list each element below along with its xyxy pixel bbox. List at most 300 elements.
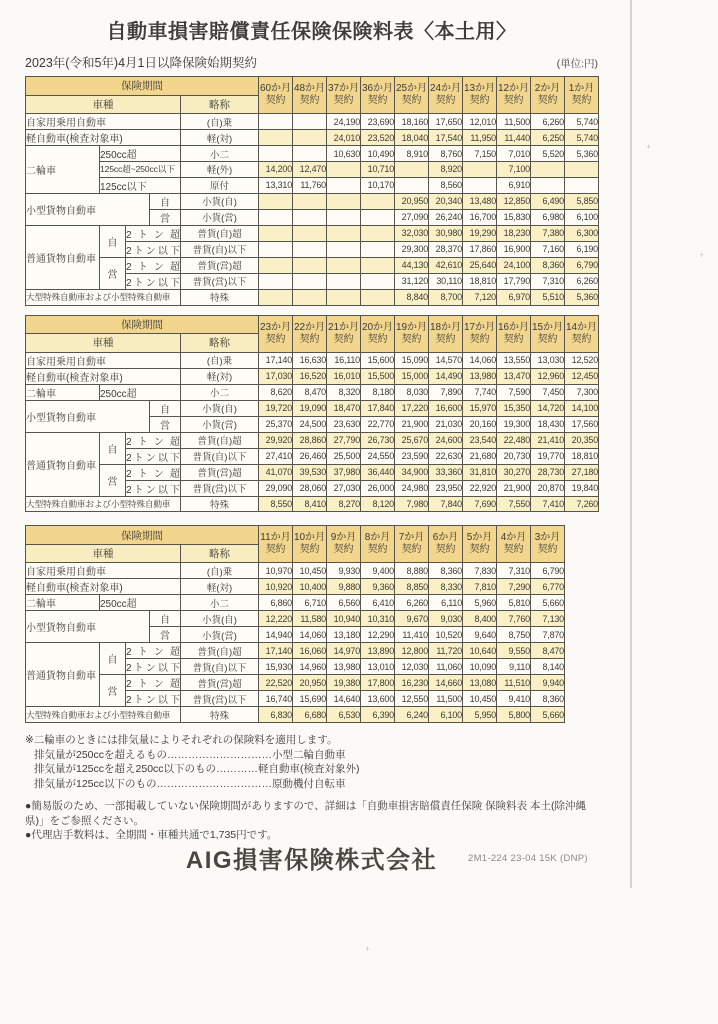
premium-value-cell: 6,970	[497, 289, 531, 305]
vehicle-label-cell: 自家用乗用自動車	[26, 352, 181, 368]
premium-value-cell: 9,930	[327, 563, 361, 579]
month-column-header: 20か月 契約	[361, 315, 395, 352]
premium-value-cell: 9,110	[497, 659, 531, 675]
registration-mark: +	[646, 142, 652, 152]
premium-value-cell: 9,400	[361, 563, 395, 579]
month-column-header: 24か月 契約	[429, 77, 463, 114]
premium-value-cell: 23,630	[327, 416, 361, 432]
premium-value-cell: 11,500	[429, 691, 463, 707]
premium-table-2	[25, 315, 599, 513]
vehicle-label-cell: 2トン以下	[126, 691, 181, 707]
premium-value-cell: 13,080	[463, 675, 497, 691]
premium-value-cell: 17,140	[259, 352, 293, 368]
premium-value-cell: 10,640	[463, 643, 497, 659]
premium-value-cell: 24,500	[293, 416, 327, 432]
vehicle-type-header: 車種	[26, 334, 181, 353]
premium-value-cell: 8,180	[361, 384, 395, 400]
vehicle-label-cell: 2トン以下	[126, 241, 181, 257]
premium-value-cell: 11,580	[293, 611, 327, 627]
premium-value-cell: 21,030	[429, 416, 463, 432]
premium-value-cell: 8,840	[395, 289, 429, 305]
premium-value-cell: 11,510	[497, 675, 531, 691]
premium-value-cell: 13,470	[497, 368, 531, 384]
premium-value-cell: 7,690	[463, 496, 497, 512]
premium-value-cell: 7,830	[463, 563, 497, 579]
premium-value-cell	[361, 273, 395, 289]
premium-value-cell: 5,950	[463, 707, 497, 723]
vehicle-label-cell: 小型貨物自動車	[26, 193, 150, 225]
premium-value-cell: 13,010	[361, 659, 395, 675]
premium-value-cell: 15,350	[497, 400, 531, 416]
month-column-header: 6か月 契約	[429, 526, 463, 563]
premium-value-cell: 8,750	[497, 627, 531, 643]
vehicle-label-cell: 2トン超	[126, 225, 181, 241]
premium-value-cell: 7,100	[497, 162, 531, 178]
premium-value-cell: 7,150	[463, 146, 497, 162]
premium-value-cell: 8,910	[395, 146, 429, 162]
registration-mark: +	[699, 250, 705, 260]
abbreviation-cell: 原付	[181, 177, 259, 193]
premium-value-cell: 11,760	[293, 177, 327, 193]
premium-value-cell: 37,980	[327, 464, 361, 480]
premium-value-cell	[259, 130, 293, 146]
premium-value-cell: 5,660	[531, 595, 565, 611]
premium-value-cell	[259, 209, 293, 225]
premium-value-cell: 15,600	[361, 352, 395, 368]
abbreviation-cell: 軽(対)	[181, 368, 259, 384]
month-column-header: 48か月 契約	[293, 77, 327, 114]
abbreviation-cell: 小貨(営)	[181, 209, 259, 225]
premium-value-cell: 16,700	[463, 209, 497, 225]
premium-value-cell: 24,980	[395, 480, 429, 496]
premium-value-cell	[293, 273, 327, 289]
premium-value-cell: 11,500	[497, 114, 531, 130]
abbreviation-cell: 小二	[181, 595, 259, 611]
premium-value-cell: 6,100	[429, 707, 463, 723]
premium-value-cell: 9,640	[463, 627, 497, 643]
premium-value-cell: 26,460	[293, 448, 327, 464]
premium-value-cell: 6,790	[531, 563, 565, 579]
premium-value-cell: 16,230	[395, 675, 429, 691]
premium-value-cell	[293, 289, 327, 305]
premium-value-cell: 6,100	[565, 209, 599, 225]
premium-value-cell: 23,590	[395, 448, 429, 464]
premium-value-cell: 17,800	[361, 675, 395, 691]
premium-value-cell: 15,970	[463, 400, 497, 416]
premium-value-cell: 34,900	[395, 464, 429, 480]
premium-value-cell: 6,710	[293, 595, 327, 611]
vehicle-label-cell: 二輪車	[26, 595, 100, 611]
abbreviation-cell: 軽(外)	[181, 162, 259, 178]
premium-value-cell: 12,220	[259, 611, 293, 627]
premium-value-cell: 13,180	[327, 627, 361, 643]
premium-value-cell	[293, 193, 327, 209]
vehicle-label-cell: 自	[100, 225, 126, 257]
premium-value-cell: 6,560	[327, 595, 361, 611]
month-column-header: 12か月 契約	[497, 77, 531, 114]
premium-value-cell	[327, 273, 361, 289]
premium-value-cell	[259, 146, 293, 162]
premium-value-cell: 30,270	[497, 464, 531, 480]
premium-value-cell: 6,260	[395, 595, 429, 611]
premium-tables-container	[25, 76, 599, 723]
premium-value-cell: 10,970	[259, 563, 293, 579]
premium-value-cell: 14,970	[327, 643, 361, 659]
vehicle-label-cell: 軽自動車(検査対象車)	[26, 579, 181, 595]
month-column-header: 15か月 契約	[531, 315, 565, 352]
premium-value-cell: 8,470	[531, 643, 565, 659]
period-header: 保険期間	[26, 315, 259, 334]
premium-value-cell: 8,330	[429, 579, 463, 595]
premium-value-cell: 16,600	[429, 400, 463, 416]
premium-value-cell: 6,860	[259, 595, 293, 611]
abbreviation-cell: 普貨(営)超	[181, 464, 259, 480]
premium-value-cell: 15,500	[361, 368, 395, 384]
premium-value-cell: 31,120	[395, 273, 429, 289]
premium-value-cell: 6,300	[565, 225, 599, 241]
premium-value-cell: 31,810	[463, 464, 497, 480]
premium-value-cell: 8,360	[429, 563, 463, 579]
premium-value-cell	[565, 177, 599, 193]
abbreviation-cell: 小貨(自)	[181, 611, 259, 627]
premium-value-cell: 6,260	[531, 114, 565, 130]
premium-value-cell: 10,710	[361, 162, 395, 178]
vehicle-label-cell: 自	[100, 643, 126, 675]
vehicle-label-cell: 自	[150, 400, 181, 416]
premium-value-cell: 17,220	[395, 400, 429, 416]
premium-value-cell: 24,100	[497, 257, 531, 273]
premium-value-cell: 8,700	[429, 289, 463, 305]
premium-value-cell: 8,410	[293, 496, 327, 512]
registration-mark: +	[365, 944, 371, 954]
premium-value-cell: 7,760	[497, 611, 531, 627]
vehicle-label-cell: 大型特殊自動車および小型特殊自動車	[26, 496, 181, 512]
premium-value-cell: 7,890	[429, 384, 463, 400]
premium-value-cell: 14,720	[531, 400, 565, 416]
abbreviation-header: 略称	[181, 544, 259, 563]
abbreviation-cell: 普貨(自)超	[181, 225, 259, 241]
premium-value-cell: 30,110	[429, 273, 463, 289]
agency-fee-note: ●代理店手数料は、全期間・車種共通で1,735円です。	[25, 829, 278, 841]
premium-value-cell: 11,410	[395, 627, 429, 643]
premium-value-cell: 10,630	[327, 146, 361, 162]
premium-value-cell: 13,600	[361, 691, 395, 707]
premium-value-cell: 16,520	[293, 368, 327, 384]
month-column-header: 37か月 契約	[327, 77, 361, 114]
month-column-header: 19か月 契約	[395, 315, 429, 352]
unit-label: (単位:円)	[556, 58, 598, 70]
premium-value-cell: 7,450	[531, 384, 565, 400]
premium-value-cell	[463, 162, 497, 178]
month-column-header: 25か月 契約	[395, 77, 429, 114]
abbreviation-cell: 普貨(自)以下	[181, 659, 259, 675]
premium-value-cell: 5,810	[497, 595, 531, 611]
month-column-header: 36か月 契約	[361, 77, 395, 114]
vehicle-label-cell: 2トン超	[126, 643, 181, 659]
abbreviation-cell: 軽(対)	[181, 130, 259, 146]
premium-value-cell: 27,090	[395, 209, 429, 225]
month-column-header: 8か月 契約	[361, 526, 395, 563]
premium-value-cell: 6,980	[531, 209, 565, 225]
vehicle-label-cell: 125cc以下	[100, 177, 181, 193]
premium-value-cell: 9,410	[497, 691, 531, 707]
premium-value-cell: 20,950	[395, 193, 429, 209]
premium-value-cell: 14,060	[293, 627, 327, 643]
premium-value-cell	[293, 257, 327, 273]
simplified-version-note: ●簡易版のため、一部掲載していない保険期間がありますので、詳細は「自動車損害賠償責任保険 保険料表 本土(除沖縄県)」をご参照ください。	[25, 800, 587, 827]
premium-value-cell: 12,010	[463, 114, 497, 130]
premium-value-cell: 11,060	[429, 659, 463, 675]
abbreviation-cell: 特殊	[181, 707, 259, 723]
abbreviation-cell: (自)乗	[181, 114, 259, 130]
vehicle-label-cell: 2トン超	[126, 432, 181, 448]
premium-value-cell: 7,870	[531, 627, 565, 643]
premium-value-cell: 19,720	[259, 400, 293, 416]
premium-value-cell: 7,310	[531, 273, 565, 289]
premium-value-cell: 7,310	[497, 563, 531, 579]
premium-value-cell: 26,730	[361, 432, 395, 448]
premium-value-cell	[327, 162, 361, 178]
month-column-header: 10か月 契約	[293, 526, 327, 563]
premium-value-cell: 19,290	[463, 225, 497, 241]
premium-value-cell: 6,770	[531, 579, 565, 595]
premium-value-cell: 17,840	[361, 400, 395, 416]
vehicle-label-cell: 2トン超	[126, 464, 181, 480]
premium-value-cell: 10,170	[361, 177, 395, 193]
premium-value-cell: 6,790	[565, 257, 599, 273]
premium-value-cell: 11,720	[429, 643, 463, 659]
premium-value-cell: 21,900	[395, 416, 429, 432]
premium-value-cell: 12,960	[531, 368, 565, 384]
premium-value-cell: 36,440	[361, 464, 395, 480]
premium-value-cell: 18,470	[327, 400, 361, 416]
vehicle-label-cell: 営	[100, 675, 126, 707]
vehicle-label-cell: 250cc超	[100, 146, 181, 162]
premium-table-1	[25, 76, 599, 306]
premium-value-cell: 19,840	[565, 480, 599, 496]
premium-value-cell	[293, 209, 327, 225]
month-column-header: 18か月 契約	[429, 315, 463, 352]
premium-value-cell: 7,810	[463, 579, 497, 595]
vehicle-label-cell: 二輪車	[26, 384, 100, 400]
footnotes	[25, 733, 605, 843]
premium-value-cell: 9,360	[361, 579, 395, 595]
premium-value-cell	[361, 241, 395, 257]
premium-value-cell: 14,490	[429, 368, 463, 384]
premium-value-cell: 28,860	[293, 432, 327, 448]
vehicle-label-cell: 営	[150, 209, 181, 225]
premium-value-cell: 13,030	[531, 352, 565, 368]
premium-value-cell: 8,400	[463, 611, 497, 627]
premium-value-cell	[531, 177, 565, 193]
premium-value-cell: 13,310	[259, 177, 293, 193]
premium-value-cell: 12,030	[395, 659, 429, 675]
premium-table-3	[25, 525, 565, 723]
vehicle-label-cell: 自	[150, 611, 181, 627]
premium-value-cell: 39,530	[293, 464, 327, 480]
vehicle-label-cell: 大型特殊自動車および小型特殊自動車	[26, 707, 181, 723]
premium-value-cell: 8,470	[293, 384, 327, 400]
premium-value-cell: 16,060	[293, 643, 327, 659]
premium-value-cell: 8,320	[327, 384, 361, 400]
premium-value-cell: 27,790	[327, 432, 361, 448]
premium-value-cell	[293, 130, 327, 146]
premium-value-cell	[259, 193, 293, 209]
premium-value-cell: 7,300	[565, 384, 599, 400]
premium-value-cell: 17,650	[429, 114, 463, 130]
premium-value-cell: 41,070	[259, 464, 293, 480]
premium-value-cell: 23,690	[361, 114, 395, 130]
vehicle-label-cell: 2トン以下	[126, 448, 181, 464]
month-column-header: 7か月 契約	[395, 526, 429, 563]
abbreviation-cell: 小貨(営)	[181, 416, 259, 432]
premium-value-cell: 27,030	[327, 480, 361, 496]
premium-value-cell: 23,520	[361, 130, 395, 146]
premium-value-cell: 19,770	[531, 448, 565, 464]
premium-value-cell: 10,490	[361, 146, 395, 162]
premium-value-cell: 7,290	[497, 579, 531, 595]
premium-value-cell: 11,950	[463, 130, 497, 146]
abbreviation-cell: 普貨(営)以下	[181, 273, 259, 289]
premium-value-cell	[327, 289, 361, 305]
premium-value-cell: 6,410	[361, 595, 395, 611]
abbreviation-header: 略称	[181, 334, 259, 353]
vehicle-label-cell: 普通貨物自動車	[26, 643, 100, 707]
month-column-header: 9か月 契約	[327, 526, 361, 563]
premium-value-cell: 21,680	[463, 448, 497, 464]
premium-value-cell	[327, 241, 361, 257]
premium-value-cell: 10,400	[293, 579, 327, 595]
premium-value-cell: 13,980	[463, 368, 497, 384]
premium-value-cell: 8,920	[429, 162, 463, 178]
company-name: AIG損害保険株式会社	[185, 847, 438, 874]
premium-value-cell: 5,800	[497, 707, 531, 723]
abbreviation-cell: 普貨(自)以下	[181, 448, 259, 464]
displacement-note-1: 排気量が250ccを超えるもの…………………………小型二輪自動車	[34, 748, 346, 761]
premium-value-cell: 25,370	[259, 416, 293, 432]
motorcycle-rule-note: ※二輪車のときには排気量によりそれぞれの保険料を適用します。	[25, 734, 338, 746]
premium-value-cell: 8,880	[395, 563, 429, 579]
abbreviation-cell: 普貨(自)以下	[181, 241, 259, 257]
abbreviation-header: 略称	[181, 95, 259, 114]
premium-value-cell: 8,030	[395, 384, 429, 400]
premium-value-cell: 12,450	[565, 368, 599, 384]
premium-value-cell: 25,500	[327, 448, 361, 464]
premium-value-cell: 6,190	[565, 241, 599, 257]
premium-value-cell: 13,980	[327, 659, 361, 675]
premium-value-cell: 14,960	[293, 659, 327, 675]
premium-value-cell: 20,870	[531, 480, 565, 496]
premium-value-cell: 32,030	[395, 225, 429, 241]
premium-value-cell: 10,920	[259, 579, 293, 595]
premium-value-cell: 22,770	[361, 416, 395, 432]
vehicle-type-header: 車種	[26, 95, 181, 114]
premium-value-cell: 9,880	[327, 579, 361, 595]
premium-value-cell	[361, 257, 395, 273]
premium-value-cell: 9,030	[429, 611, 463, 627]
premium-value-cell	[259, 273, 293, 289]
premium-value-cell: 6,250	[531, 130, 565, 146]
premium-value-cell: 18,160	[395, 114, 429, 130]
premium-value-cell	[259, 257, 293, 273]
premium-value-cell: 12,290	[361, 627, 395, 643]
premium-value-cell: 8,140	[531, 659, 565, 675]
premium-value-cell: 19,090	[293, 400, 327, 416]
premium-value-cell	[327, 225, 361, 241]
premium-value-cell: 5,520	[531, 146, 565, 162]
premium-value-cell: 9,550	[497, 643, 531, 659]
vehicle-label-cell: 2トン以下	[126, 480, 181, 496]
premium-value-cell: 33,360	[429, 464, 463, 480]
premium-value-cell: 14,940	[259, 627, 293, 643]
premium-value-cell: 10,450	[293, 563, 327, 579]
premium-value-cell: 19,380	[327, 675, 361, 691]
premium-value-cell: 6,490	[531, 193, 565, 209]
premium-value-cell	[361, 193, 395, 209]
vehicle-label-cell: 大型特殊自動車および小型特殊自動車	[26, 289, 181, 305]
abbreviation-cell: 普貨(自)超	[181, 643, 259, 659]
vehicle-label-cell: 普通貨物自動車	[26, 432, 100, 496]
month-column-header: 23か月 契約	[259, 315, 293, 352]
premium-value-cell: 7,980	[395, 496, 429, 512]
premium-value-cell	[327, 193, 361, 209]
premium-value-cell: 17,140	[259, 643, 293, 659]
premium-value-cell: 28,370	[429, 241, 463, 257]
premium-value-cell: 12,470	[293, 162, 327, 178]
month-column-header: 14か月 契約	[565, 315, 599, 352]
premium-value-cell: 8,270	[327, 496, 361, 512]
premium-value-cell: 10,520	[429, 627, 463, 643]
premium-value-cell: 8,120	[361, 496, 395, 512]
premium-value-cell: 20,350	[565, 432, 599, 448]
premium-value-cell: 20,950	[293, 675, 327, 691]
premium-value-cell	[259, 114, 293, 130]
abbreviation-cell: 小貨(自)	[181, 193, 259, 209]
premium-value-cell: 7,010	[497, 146, 531, 162]
displacement-note-3: 排気量が125cc以下のもの……………………………原動機付自転車	[34, 777, 346, 790]
abbreviation-cell: 普貨(営)以下	[181, 480, 259, 496]
premium-value-cell: 8,360	[531, 257, 565, 273]
premium-value-cell: 12,550	[395, 691, 429, 707]
vehicle-label-cell: 普通貨物自動車	[26, 225, 100, 289]
premium-value-cell: 10,940	[327, 611, 361, 627]
premium-value-cell: 19,300	[497, 416, 531, 432]
premium-value-cell: 27,180	[565, 464, 599, 480]
premium-value-cell: 6,530	[327, 707, 361, 723]
vehicle-label-cell: 軽自動車(検査対象車)	[26, 130, 181, 146]
period-header: 保険期間	[26, 77, 259, 96]
premium-value-cell: 12,800	[395, 643, 429, 659]
abbreviation-cell: 小二	[181, 146, 259, 162]
premium-value-cell: 17,860	[463, 241, 497, 257]
premium-value-cell: 6,110	[429, 595, 463, 611]
premium-value-cell: 14,570	[429, 352, 463, 368]
premium-value-cell: 6,910	[497, 177, 531, 193]
premium-value-cell: 14,660	[429, 675, 463, 691]
abbreviation-cell: 普貨(営)超	[181, 257, 259, 273]
premium-value-cell: 25,640	[463, 257, 497, 273]
month-column-header: 13か月 契約	[463, 77, 497, 114]
period-header: 保険期間	[26, 526, 259, 545]
premium-value-cell: 6,240	[395, 707, 429, 723]
premium-value-cell: 24,600	[429, 432, 463, 448]
premium-value-cell	[395, 177, 429, 193]
premium-value-cell: 5,660	[531, 707, 565, 723]
vehicle-label-cell: 250cc超	[100, 595, 181, 611]
premium-value-cell: 17,030	[259, 368, 293, 384]
premium-value-cell	[259, 289, 293, 305]
vehicle-label-cell: 自家用乗用自動車	[26, 114, 181, 130]
